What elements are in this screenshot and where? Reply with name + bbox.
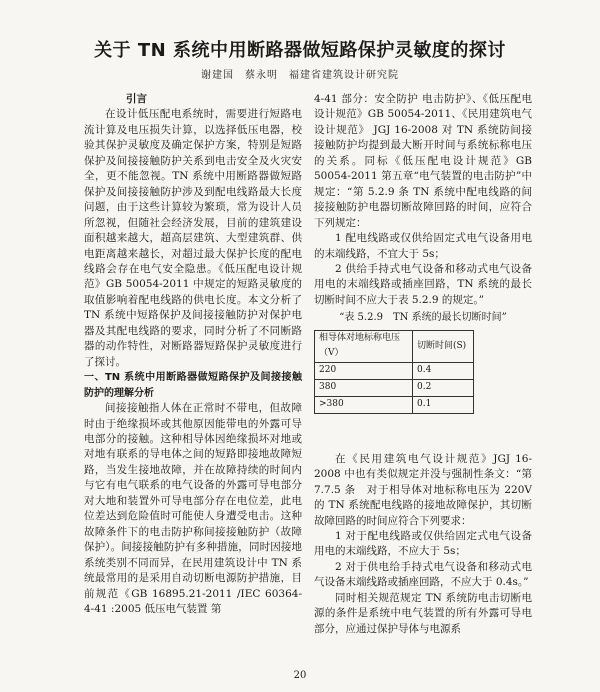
table-row <box>315 396 474 413</box>
table-cell-time: 0.2 <box>413 379 474 396</box>
jgj-item-1: 1 对于配电线路或仅供给固定式电气设备用电的末端线路，不应大于 5s； <box>314 529 532 558</box>
table-header-row <box>315 330 474 362</box>
table-cell-time: 0.4 <box>413 362 474 379</box>
standards-paragraph: 4-41 部分：安全防护 电击防护》、《低压配电设计规范》GB 50054-2011、《民用建筑电气设计规范》 JGJ 16-2008 对 TN 系统防间接接触防护均提到最大断开时间与系统标称电压的关系。同标《低压配电设计规范》GB 50054-2011 第五章“电气装置的电击防护”中规定：“第 5.2.9 条 TN 系统中配电线路的间接接触防护电器切断故障回路的时间，应符合下列规定： <box>314 93 532 229</box>
section-heading-1: 一、TN 系统中用断路器做短路保护及间接接触防护的理解分析 <box>84 372 302 399</box>
table-cell-voltage: >380 <box>315 396 413 413</box>
jgj-paragraph: 在《民用建筑电气设计规范》JGJ 16-2008 中也有类似规定并没与强制性条文：“第 7.7.5 条 对于相导体对地标称电压为 220V 的 TN 系统配电线路的接地故障保护，其切断故障回路的时间应符合下列要求： <box>314 452 532 527</box>
disconnection-time-table <box>314 330 474 414</box>
table-cell-voltage: 220 <box>315 362 413 379</box>
rule-item-2: 2 供给手持式电气设备和移动式电气设备用电的末端线路或插座回路，TN 系统的最长切断时间不应大于表 5.2.9 的规定。” <box>314 262 532 306</box>
rule-item-1: 1 配电线路或仅供给固定式电气设备用电的末端线路，不宜大于 5s； <box>314 232 532 260</box>
table-row <box>315 362 474 379</box>
section-heading-intro: 引言 <box>126 93 147 105</box>
article-authors: 谢建国 蔡永明 福建省建筑设计研究院 <box>201 70 399 81</box>
jgj-item-2: 2 对于供电给手持式电气设备和移动式电气设备末端线路或插座回路，不应大于 0.4s。” <box>314 560 532 589</box>
table-header-time: 切断时间(S) <box>413 330 474 362</box>
article-title: 关于 TN 系统中用断路器做短路保护灵敏度的探讨 <box>94 40 506 61</box>
table-cell-time: 0.1 <box>413 396 474 413</box>
indirect-contact-paragraph: 间接接触指人体在正常时不带电，但故障时由于绝缘损坏或其他原因能带电的外露可导电部分的接触。这种相导体因绝缘损坏对地或对地有联系的导电体之间的短路即接地故障短路，当发生接地故障，并在故障持续的时间内与它有电气联系的电气设备的外露可导电部分对大地和装置外可导电部分存在电位差，此电位差达到危险值时可能使人身遭受电击。这种故障条件下的电击防护称间接接触防护（故障保护）。间接接触防护有多种措施，同时因接地系统类别不同而异，在民用建筑设计中 TN 系统最常用的是采用自动切断电源防护措施，目前规范《GB 16895.21-2011 /IEC 60364-4-41 :2005 低压电气装置 第 <box>84 402 302 615</box>
intro-paragraph: 在设计低压配电系统时，需要进行短路电流计算及电压损失计算，以选择低压电器，校验其保护灵敏度及确定保护方案，特别是短路保护及间接接触防护关系到电击安全及火灾安全，更不能忽视。TN 系统中用断路器做短路保护及间接接触防护涉及到配电线路最大长度问题，由于这些计算较为繁琐，常为设计人员所忽视，但随社会经济发展，目前的建筑建设面积越来越大，超高层建筑、大型建筑群、供电距离越来越长，对超过最大保护长度的配电线路会存在电气安全隐患。《低压配电设计规范》GB 50054-2011 中规定的短路灵敏度的取值影响着配电线路的供电长度。本文分析了 TN 系统中短路保护及间接接触防护对保护电器及其配电线路的要求，同时分析了不同断路器的动作特性，对断路器短路保护灵敏度进行了探讨。 <box>84 108 302 368</box>
table-cell-voltage: 380 <box>315 379 413 396</box>
page-number: 20 <box>293 670 307 681</box>
right-column <box>314 92 532 637</box>
table-row <box>315 379 474 396</box>
table-header-voltage: 相导体对地标称电压（V） <box>315 330 413 362</box>
conclusion-paragraph: 同时相关规范规定 TN 系统防电击切断电源的条件是系统中电气装置的所有外露可导电部分，应通过保护导体与电源系 <box>314 591 532 635</box>
left-column <box>84 92 302 617</box>
column-gap <box>314 414 532 452</box>
table-caption: “表 5.2.9 TN 系统的最长切断时间” <box>339 312 507 324</box>
